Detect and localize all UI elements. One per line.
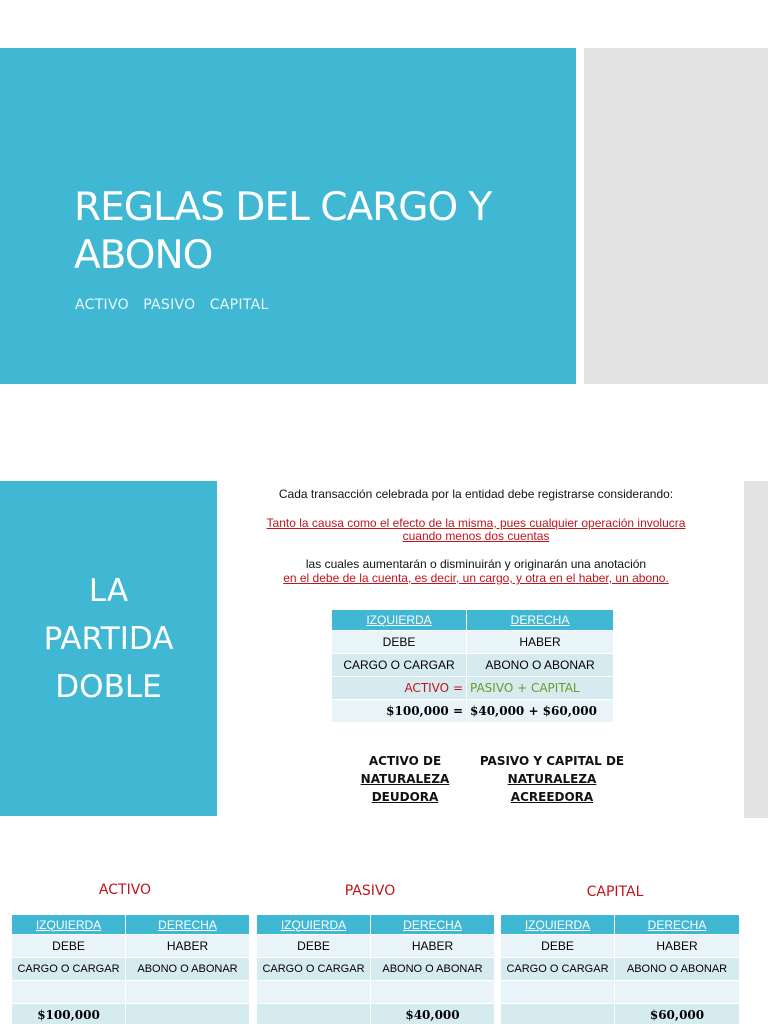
nature-left-line-3: DEUDORA xyxy=(371,790,439,804)
table-cell: $40,000 xyxy=(371,1004,495,1024)
table-header-row xyxy=(12,915,250,935)
table-cell xyxy=(257,981,371,1004)
accounts-text: las cuales aumentarán o disminuirán y originarán una anotación xyxy=(305,557,647,571)
table-row xyxy=(12,1004,250,1024)
table-row xyxy=(257,935,495,958)
table-cell: CARGO O CARGAR xyxy=(257,958,371,981)
table-row xyxy=(332,654,614,677)
table-cell xyxy=(126,1004,250,1024)
table-row xyxy=(12,935,250,958)
nature-right-line-3: ACREEDORA xyxy=(510,790,594,804)
table-cell: ABONO O ABONAR xyxy=(126,958,250,981)
pasivo-heading: PASIVO xyxy=(344,883,396,899)
equation-left-cell: ACTIVO = xyxy=(332,677,467,700)
nature-right-line-1: PASIVO Y CAPITAL DE xyxy=(479,754,625,768)
slide-title xyxy=(74,184,554,280)
table-cell: CARGO O CARGAR xyxy=(12,958,126,981)
pasivo-t-account xyxy=(256,914,495,1024)
capital-heading: CAPITAL xyxy=(586,884,644,900)
table-cell xyxy=(371,981,495,1004)
table-cell xyxy=(615,981,740,1004)
table-row xyxy=(332,700,614,723)
intro-text: Cada transacción celebrada por la entidad debe registrarse considerando: xyxy=(278,487,674,501)
slide-subtitle: ACTIVO PASIVO CAPITAL xyxy=(75,297,269,313)
table-header-row xyxy=(501,915,740,935)
table-header-row xyxy=(332,610,614,631)
table-cell: DEBE xyxy=(332,631,467,654)
table-cell: CARGO O CARGAR xyxy=(501,958,615,981)
table-cell: ABONO O ABONAR xyxy=(371,958,495,981)
table-cell xyxy=(501,981,615,1004)
table-cell: HABER xyxy=(126,935,250,958)
table-cell: HABER xyxy=(467,631,614,654)
header-cell: IZQUIERDA xyxy=(257,915,371,935)
table-row xyxy=(332,677,614,700)
table-cell: HABER xyxy=(615,935,740,958)
table-row xyxy=(12,958,250,981)
table-row xyxy=(332,631,614,654)
table-cell: ABONO O ABONAR xyxy=(615,958,740,981)
title-slide-side-panel xyxy=(584,48,768,384)
activo-heading: ACTIVO xyxy=(98,882,152,898)
table-row xyxy=(257,981,495,1004)
partida-doble-title-line-3: DOBLE xyxy=(55,669,162,705)
nature-left-line-2: NATURALEZA xyxy=(360,772,450,786)
debe-haber-text: en el debe de la cuenta, es decir, un cargo, y otra en el haber, un abono. xyxy=(283,571,669,585)
table-cell: HABER xyxy=(371,935,495,958)
header-cell: DERECHA xyxy=(371,915,495,935)
amount-left-cell: $100,000 = xyxy=(332,700,467,723)
partida-doble-title-line-2: PARTIDA xyxy=(43,621,174,657)
table-cell: $60,000 xyxy=(615,1004,740,1024)
partida-doble-title xyxy=(0,567,217,711)
header-cell: DERECHA xyxy=(467,610,614,631)
nature-left-line-1: ACTIVO DE xyxy=(368,754,442,768)
table-cell: DEBE xyxy=(12,935,126,958)
table-cell: $100,000 xyxy=(12,1004,126,1024)
equation-right-cell: PASIVO + CAPITAL xyxy=(467,677,614,700)
table-cell xyxy=(501,1004,615,1024)
table-row xyxy=(501,1004,740,1024)
partida-doble-side-panel xyxy=(744,481,768,818)
table-cell: ABONO O ABONAR xyxy=(467,654,614,677)
table-cell xyxy=(257,1004,371,1024)
header-cell: IZQUIERDA xyxy=(501,915,615,935)
partida-doble-table xyxy=(331,609,614,723)
table-row xyxy=(501,935,740,958)
table-row xyxy=(12,981,250,1004)
slide-title-line-1: REGLAS DEL CARGO Y xyxy=(74,185,492,230)
table-cell xyxy=(126,981,250,1004)
table-row xyxy=(257,1004,495,1024)
table-row xyxy=(501,981,740,1004)
header-cell: DERECHA xyxy=(126,915,250,935)
table-cell: DEBE xyxy=(257,935,371,958)
header-cell: IZQUIERDA xyxy=(332,610,467,631)
capital-t-account xyxy=(500,914,740,1024)
header-cell: IZQUIERDA xyxy=(12,915,126,935)
table-row xyxy=(257,958,495,981)
table-cell xyxy=(12,981,126,1004)
table-header-row xyxy=(257,915,495,935)
table-cell: DEBE xyxy=(501,935,615,958)
activo-t-account xyxy=(11,914,250,1024)
nature-left-label xyxy=(340,752,470,806)
partida-doble-title-line-1: LA xyxy=(88,573,129,609)
slide-title-line-2: ABONO xyxy=(74,233,213,278)
table-cell: CARGO O CARGAR xyxy=(332,654,467,677)
header-cell: DERECHA xyxy=(615,915,740,935)
nature-right-line-2: NATURALEZA xyxy=(507,772,597,786)
cause-effect-text: Tanto la causa como el efecto de la misma, pues cualquier operación involucra cuando menos dos cuentas xyxy=(266,516,686,543)
amount-right-cell: $40,000 + $60,000 xyxy=(467,700,614,723)
nature-right-label xyxy=(472,752,632,806)
table-row xyxy=(501,958,740,981)
